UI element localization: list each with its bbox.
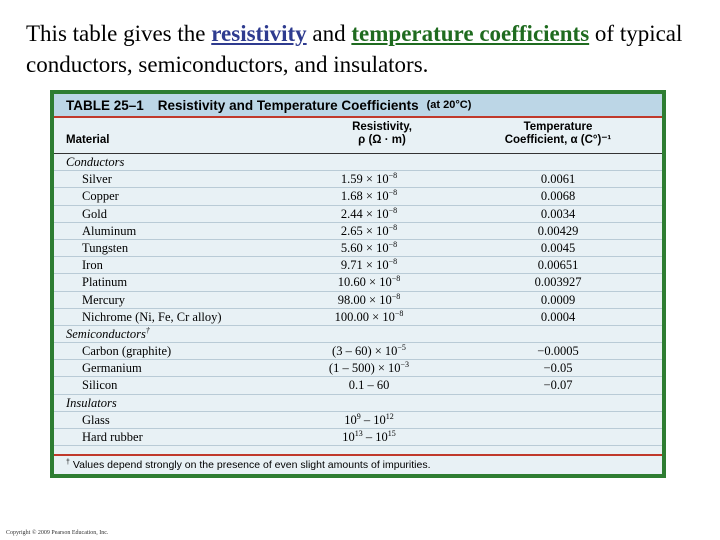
cell-material: Aluminum bbox=[82, 223, 137, 238]
header-material: Material bbox=[66, 134, 110, 146]
cell-coefficient: −0.05 bbox=[543, 361, 573, 376]
header-temperature-coefficient bbox=[468, 121, 648, 147]
header-resistivity bbox=[312, 121, 452, 147]
cell-material: Silicon bbox=[82, 378, 118, 393]
cell-coefficient: 0.003927 bbox=[534, 275, 582, 290]
header-resistivity-line2: ρ (Ω · m) bbox=[358, 134, 406, 146]
cell-material: Insulators bbox=[66, 395, 117, 410]
cell-material: Mercury bbox=[82, 292, 126, 307]
cell-resistivity: $(3 - 60) \times 10^{-5}$ bbox=[332, 343, 406, 359]
table-row bbox=[54, 429, 662, 446]
cell-coefficient: 0.0068 bbox=[540, 189, 576, 204]
header-coefficient-line1: Temperature bbox=[523, 121, 593, 133]
cell-material: Conductors bbox=[66, 155, 125, 169]
footnote-text: Values depend strongly on the presence of even slight amounts of impurities. bbox=[72, 459, 431, 471]
table-title-bar bbox=[54, 94, 662, 118]
table-footnote bbox=[54, 454, 662, 474]
cell-coefficient: 0.0045 bbox=[540, 240, 576, 255]
slide-heading bbox=[26, 18, 706, 80]
cell-resistivity: $2.65 \times 10^{-8}$ bbox=[340, 222, 398, 238]
table-header bbox=[54, 118, 662, 154]
table-row bbox=[54, 257, 662, 274]
table-row bbox=[54, 292, 662, 309]
keyword-temperature-coefficients: temperature coefficients bbox=[351, 21, 590, 46]
cell-resistivity: $1.59 \times 10^{-8}$ bbox=[340, 171, 398, 187]
cell-resistivity: $5.60 \times 10^{-8}$ bbox=[340, 239, 398, 255]
table-row bbox=[54, 309, 662, 326]
cell-material: Nichrome (Ni, Fe, Cr alloy) bbox=[82, 309, 222, 324]
cell-coefficient: 0.0009 bbox=[540, 292, 576, 307]
cell-material: Copper bbox=[82, 189, 119, 204]
cell-material: Platinum bbox=[82, 275, 128, 290]
cell-material: Gold bbox=[82, 206, 107, 221]
cell-resistivity: $10^{13} - 10^{15}$ bbox=[342, 429, 396, 444]
table-row bbox=[54, 171, 662, 188]
heading-text-3: of typical conductors, semiconductors, and insulators. bbox=[26, 21, 683, 77]
copyright-notice: Copyright © 2009 Pearson Education, Inc. bbox=[6, 530, 109, 536]
table-row bbox=[54, 223, 662, 240]
cell-resistivity: $2.44 \times 10^{-8}$ bbox=[340, 205, 398, 221]
table-section-row bbox=[54, 154, 662, 171]
cell-coefficient: 0.00651 bbox=[537, 258, 579, 273]
cell-resistivity: $9.71 \times 10^{-8}$ bbox=[340, 257, 398, 273]
footnote-mark: † bbox=[66, 459, 70, 466]
table-row bbox=[54, 412, 662, 429]
cell-resistivity: $10.60 \times 10^{-8}$ bbox=[337, 274, 401, 290]
header-resistivity-line1: Resistivity, bbox=[352, 121, 412, 133]
cell-coefficient: −0.0005 bbox=[537, 344, 579, 359]
resistivity-table bbox=[50, 90, 666, 478]
cell-resistivity: $10^9 - 10^{12}$ bbox=[344, 411, 394, 427]
cell-resistivity: $98.00 \times 10^{-8}$ bbox=[337, 291, 401, 307]
table-body bbox=[54, 154, 662, 446]
cell-resistivity: $(1 - 500) \times 10^{-3}$ bbox=[328, 360, 410, 376]
cell-coefficient: 0.00429 bbox=[537, 223, 579, 238]
cell-material: Tungsten bbox=[82, 240, 129, 255]
cell-resistivity: $1.68 \times 10^{-8}$ bbox=[340, 188, 398, 204]
table-title: Resistivity and Temperature Coefficients bbox=[157, 97, 419, 113]
table-row bbox=[54, 206, 662, 223]
cell-coefficient: −0.07 bbox=[543, 378, 573, 393]
cell-resistivity: $100.00 \times 10^{-8}$ bbox=[334, 308, 404, 324]
cell-material: Silver bbox=[82, 172, 112, 187]
keyword-resistivity: resistivity bbox=[211, 21, 307, 46]
cell-material: Hard rubber bbox=[82, 430, 143, 444]
cell-coefficient: 0.0004 bbox=[540, 309, 576, 324]
cell-material: Glass bbox=[82, 412, 110, 427]
cell-resistivity: 0.1 – 60 bbox=[348, 378, 390, 393]
heading-text-1: This table gives the bbox=[26, 21, 212, 46]
table-row bbox=[54, 240, 662, 257]
table-row bbox=[54, 360, 662, 377]
table-row bbox=[54, 377, 662, 394]
heading-text-2: and bbox=[306, 21, 352, 46]
cell-coefficient: 0.0061 bbox=[540, 172, 576, 187]
table-number: TABLE 25–1 bbox=[66, 97, 144, 113]
table-row bbox=[54, 274, 662, 291]
cell-material: Carbon (graphite) bbox=[82, 344, 172, 359]
cell-material: Semiconductors† bbox=[66, 325, 150, 341]
table-condition: (at 20°C) bbox=[426, 99, 472, 111]
header-coefficient-line2: Coefficient, α (C°)⁻¹ bbox=[504, 134, 612, 146]
table-row bbox=[54, 188, 662, 205]
cell-material: Iron bbox=[82, 258, 103, 273]
table-section-row bbox=[54, 395, 662, 412]
table-section-row bbox=[54, 326, 662, 343]
table-row bbox=[54, 343, 662, 360]
cell-material: Germanium bbox=[82, 361, 142, 376]
cell-coefficient: 0.0034 bbox=[540, 206, 576, 221]
section-footnote-mark: † bbox=[145, 325, 150, 335]
